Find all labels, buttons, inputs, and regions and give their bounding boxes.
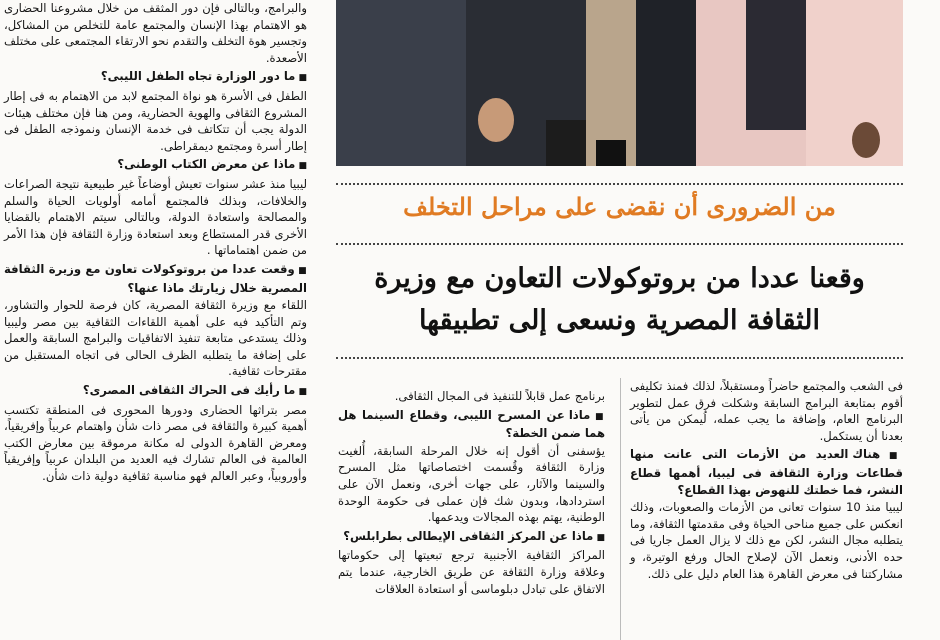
question-heading: ■ ماذا عن المسرح الليبى، وقطاع السينما هل هما ضمن الخطة؟ (338, 407, 605, 442)
divider-dotted (336, 243, 903, 245)
paragraph: الطفل فى الأسرة هو نواة المجتمع لابد من الاهتمام به فى إطار المشروع الثقافى والهوية الحضارية، ومن هنا فإن مختلف هيئات الدولة يجب أن تتكاتف فى خدمة الإنسان ونموذجه الطفل فى إطار أسرة ومجتمع ديمقراطى. (4, 88, 307, 153)
main-headline (336, 258, 903, 342)
article-photo (336, 0, 903, 166)
main-headline-line-2: الثقافة المصرية ونسعى إلى تطبيقها (418, 305, 821, 336)
main-headline-line-1: وقعنا عددا من بروتوكولات التعاون مع وزيرة (374, 263, 865, 294)
paragraph: اللقاء مع وزيرة الثقافة المصرية، كان فرصة للحوار والتشاور، وتم التأكيد فيه على أهمية اللقاءات الثقافية بين مصر وليبيا وذلك يستدعى متابعة تنفيذ الاتفاقيات والبرامج السابقة والعمل على إضافة ما يتطلبه الظرف الحالى فى اتجاه المستقبل من مقترحات ثقافية. (4, 298, 307, 379)
paragraph: ليبيا منذ 10 سنوات تعانى من الأزمات والصعوبات، وذلك انعكس على جميع مناحى الحياة وفى مقدمتها الثقافة، وما يتطلبه مجال النشر، لكن مع ذلك لا يزال العمل جاريا فى حده الأدنى، ونعمل الآن لإصلاح الحال ورفع الوتيرة، و مشاركتنا فى معرض القاهرة هذا العام دليل على ذلك. (630, 500, 903, 581)
question-heading: ■ ما رأيك فى الحراك الثقافى المصرى؟ (4, 382, 307, 401)
paragraph: المراكز الثقافية الأجنبية ترجع تبعيتها إلى حكوماتها وعلاقة وزارة الثقافة عن طريق الخارجية، عندما يتم الاتفاق على تبادل دبلوماسى أو استعادة العلاقات (338, 548, 605, 596)
article-column-left (4, 0, 307, 486)
paragraph: فى الشعب والمجتمع حاضراً ومستقبلاً، لذلك فمنذ تكليفى أقوم بمتابعة البرامج السابقة وشكلت فرق عمل لتطوير البرنامج العام، وإضافة ما يجب عمله، لُيمكن من يأتى بعدنا أن يستكمل. (630, 379, 903, 443)
paragraph: والبرامج، وبالتالى فإن دور المثقف من خلال مشروعنا الحضارى هو الاهتمام بهذا الإنسان والمجتمع عامة للتخلص من المشاكل، وتجسير هوة التخلف والتقدم نحو الارتقاء المجتمعى على مختلف الأصعدة. (4, 1, 307, 65)
paragraph: ليبيا منذ عشر سنوات تعيش أوضاعاً غير طبيعية نتيجة الصراعات والخلافات، وبذلك فالمجتمع أمامه أولويات الحياة والسلم والمصالحة واستعادة الدولة، وبالتالى سيتم الاهتمام بالقضايا الأخرى قدر المستطاع وبعد استعادة وزارة الثقافة فإن هذا الأمر من ضمن اهتماماتها . (4, 176, 307, 258)
paragraph: يؤسفنى أن أقول إنه خلال المرحلة السابقة، أُلغيت وزارة الثقافة وقُسمت اختصاصاتها مثل المسرح والسينما والآثار، على جهات أخرى، ونعمل الآن على استردادها، وبدون شك فإن عملى فى حكومة الوحدة الوطنية، يهتم بهذه المجالات ويدعمها. (338, 443, 605, 525)
question-heading: ■ ما دور الوزارة تجاه الطفل الليبى؟ (4, 68, 307, 87)
column-rule (620, 378, 621, 640)
question-heading: ■ ماذا عن معرض الكتاب الوطنى؟ (4, 156, 307, 175)
article-column-middle (338, 388, 605, 598)
article-column-right (630, 378, 903, 583)
photo-of-people-icon (336, 0, 903, 166)
question-heading: ■ وقعت عددا من بروتوكولات تعاون مع وزيرة الثقافة المصرية خلال زيارتك ماذا عنها؟ (4, 261, 307, 296)
paragraph: مصر بتراثها الحضارى ودورها المحورى فى المنطقة تكتسب أهمية كبيرة والثقافة فى مصر ذات شأن واهتمام عربياً وإفريقياً، ومعرض القاهرة الدولى له مكانة مرموقة بين معارض الكتب العالمية فى العالم تشارك فيه العديد من البلدان عربياً وإفريقياً وأوروبياً، وعبر العالم فهو مناسبة ثقافية دولية ذات شأن. (4, 402, 307, 484)
divider-dotted (336, 357, 903, 359)
question-heading: ■ هناك العديد من الأزمات التى عانت منها قطاعات وزارة الثقافة فى ليبيا، أهمها قطاع النشر، فما خطتك للنهوض بهذا القطاع؟ (630, 446, 903, 498)
divider-dotted (336, 183, 903, 185)
paragraph: برنامج عمل قابلاً للتنفيذ فى المجال الثقافى. (394, 389, 605, 403)
sub-headline: من الضرورى أن نقضى على مراحل التخلف (403, 192, 836, 221)
question-heading: ■ ماذا عن المركز الثقافى الإيطالى بطرابلس؟ (338, 528, 605, 547)
